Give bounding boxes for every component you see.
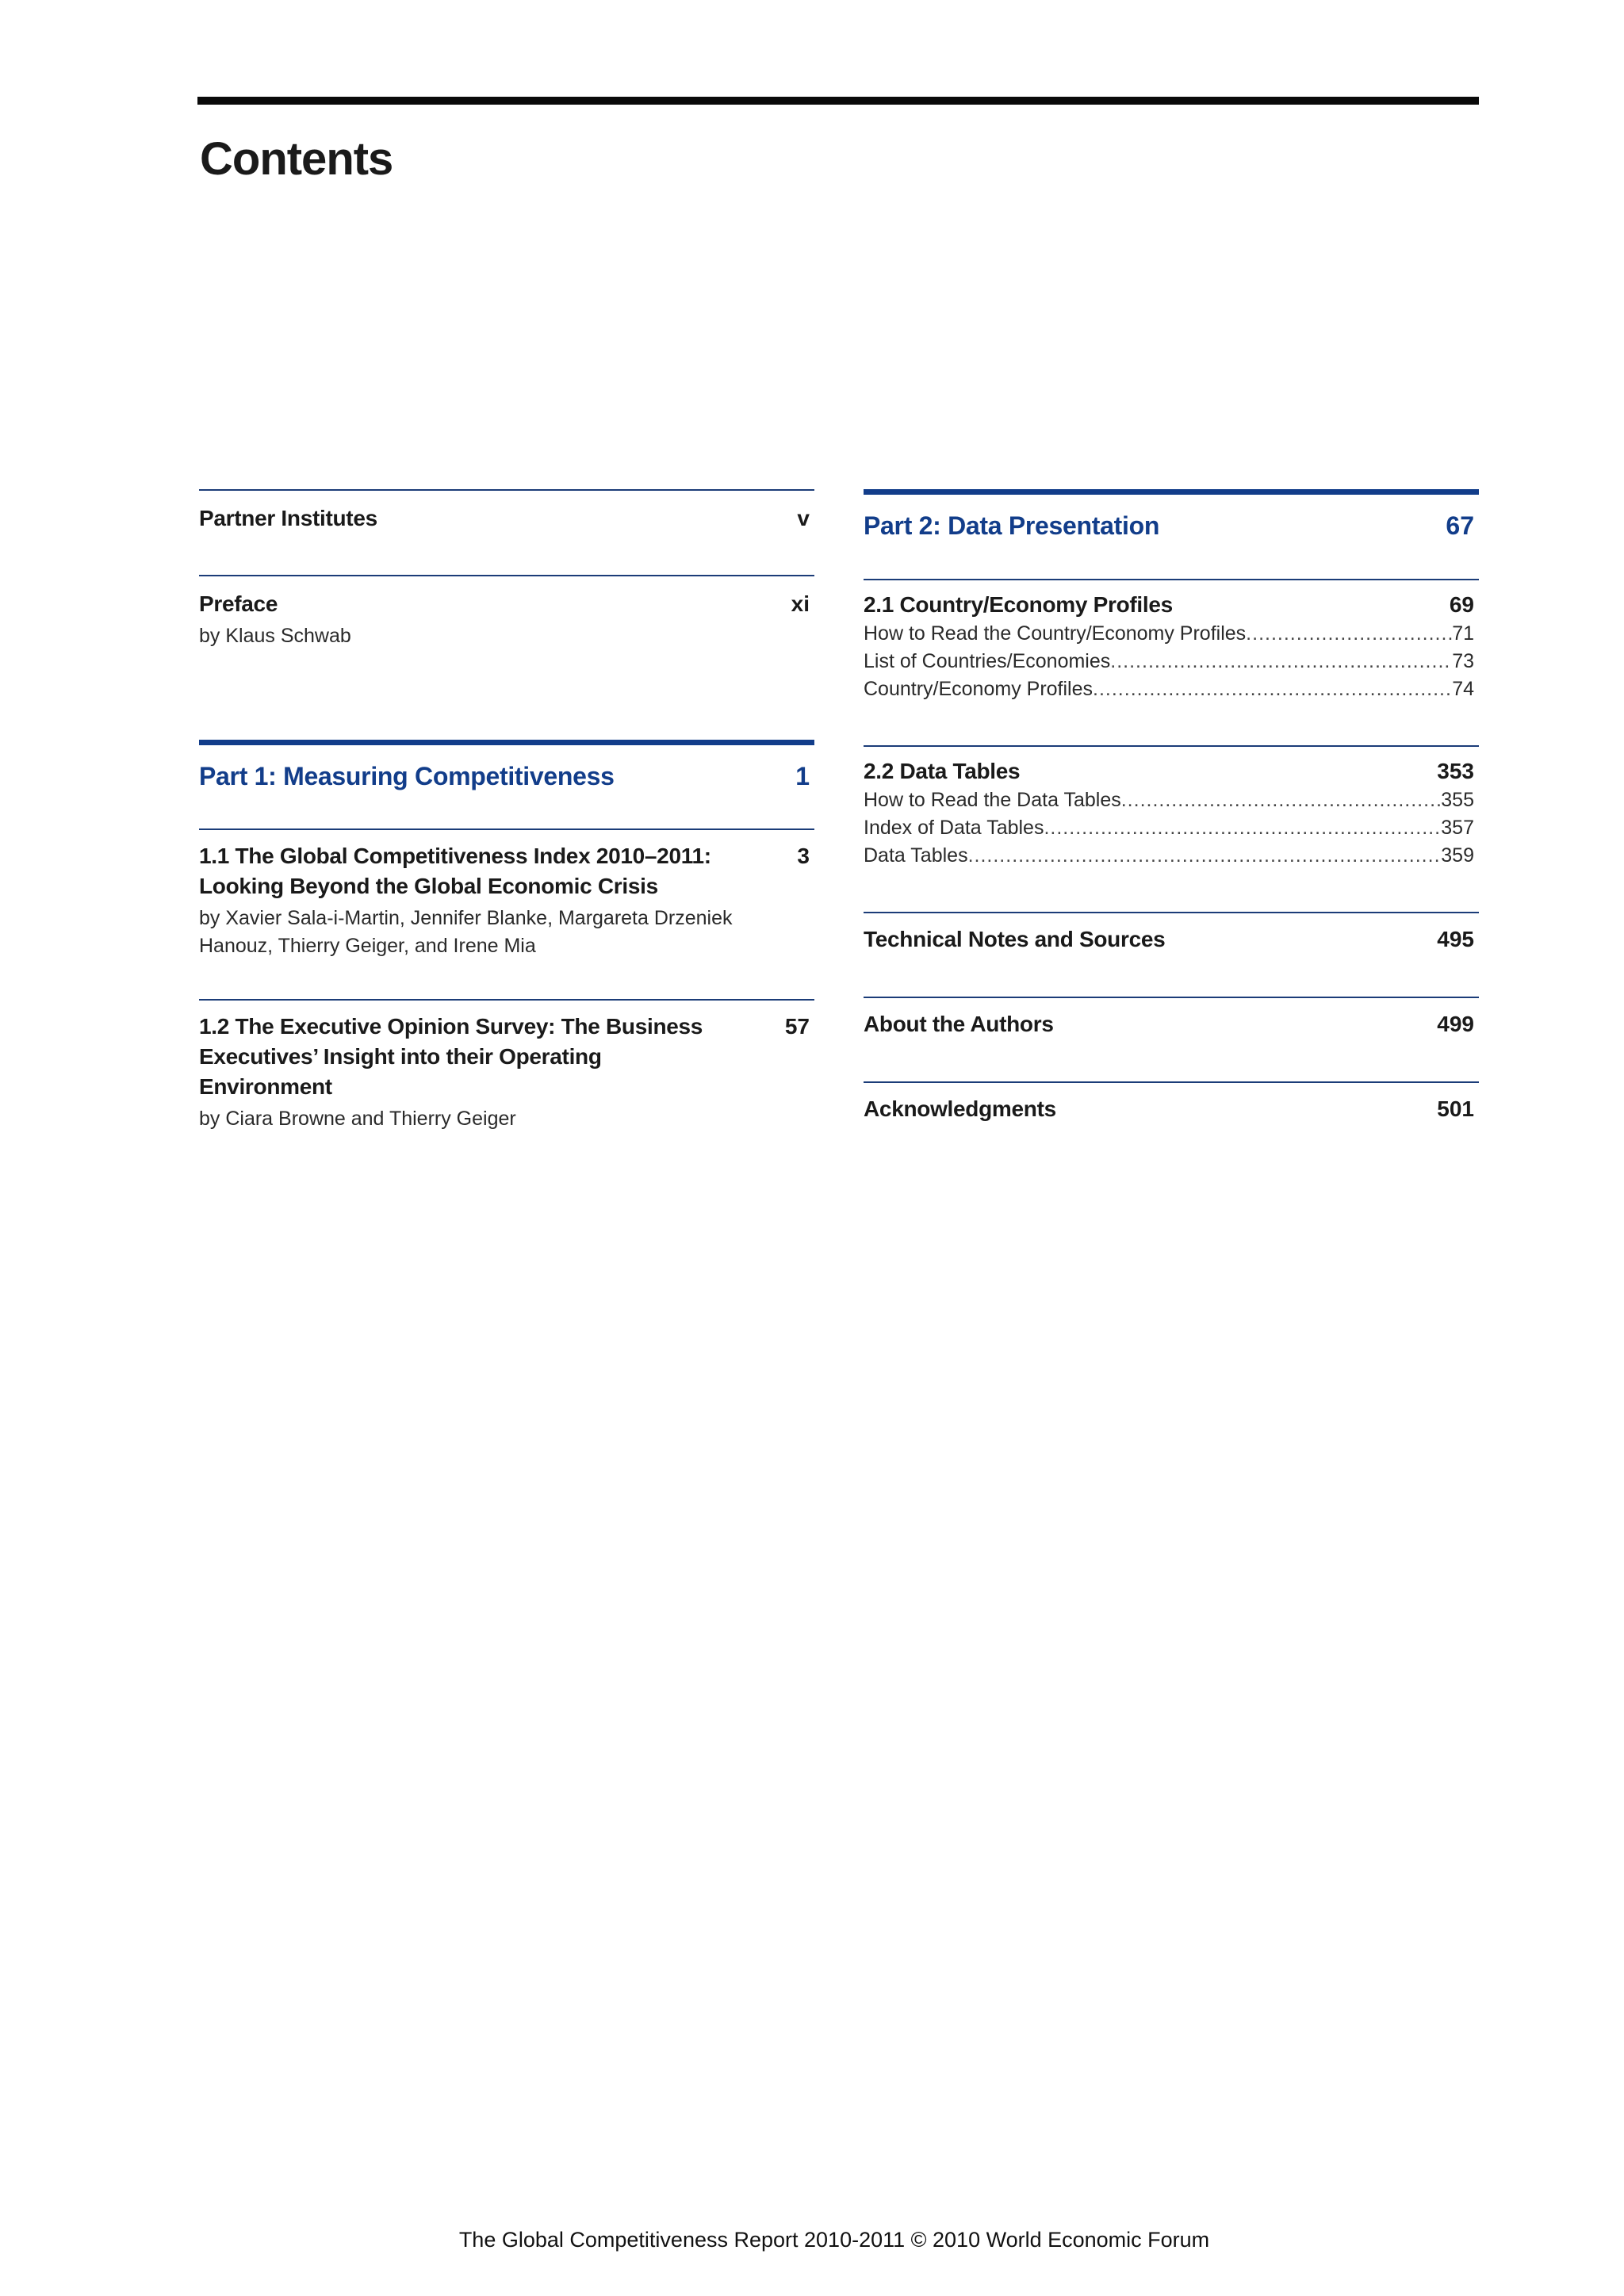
entry-page: 57 — [784, 1014, 810, 1039]
sub-item-label[interactable]: Index of Data Tables — [864, 817, 1044, 839]
sub-item-label[interactable]: Data Tables — [864, 844, 968, 867]
dot-leader — [1044, 814, 1441, 842]
page-title: Contents — [200, 133, 393, 185]
part-title[interactable]: Part 2: Data Presentation — [864, 511, 1160, 540]
dot-leader — [1246, 620, 1452, 648]
entry-byline: by Xavier Sala-i-Martin, Jennifer Blanke, Margareta Drzeniek Hanouz, Thierry Geiger, and Irene Mia — [199, 907, 733, 957]
entry-page: 495 — [1437, 927, 1474, 951]
entry-title[interactable]: 1.2 The Executive Opinion Survey: The Business Executives’ Insight into their Operating Environment — [199, 1014, 703, 1099]
entry-title[interactable]: Preface — [199, 591, 278, 616]
part-title[interactable]: Part 1: Measuring Competitiveness — [199, 762, 615, 790]
sub-item-country-profiles[interactable] — [864, 675, 1479, 703]
entry-page: 3 — [797, 844, 810, 868]
toc-entry-technical-notes[interactable] — [864, 912, 1479, 997]
entry-title[interactable]: About the Authors — [864, 1012, 1054, 1036]
part-page: 1 — [795, 762, 810, 790]
toc-entry-partner-institutes[interactable] — [199, 489, 814, 575]
sub-item-page: 74 — [1452, 678, 1474, 700]
sub-item-label[interactable]: List of Countries/Economies — [864, 650, 1111, 672]
entry-page: 499 — [1437, 1012, 1474, 1036]
toc-entry-chapter-2-2[interactable] — [864, 745, 1479, 912]
sub-item-index-of-tables[interactable] — [864, 814, 1479, 842]
entry-title[interactable]: Acknowledgments — [864, 1096, 1056, 1121]
entry-title[interactable]: 1.1 The Global Competitiveness Index 2010–2011: Looking Beyond the Global Economic Crisis — [199, 844, 711, 898]
dot-leader — [1121, 786, 1442, 814]
toc-entry-chapter-1-2[interactable] — [199, 999, 814, 1130]
dot-leader — [1110, 648, 1452, 675]
sub-item-data-tables[interactable] — [864, 842, 1479, 870]
entry-page: 353 — [1437, 759, 1474, 783]
sub-item-how-to-read-tables[interactable] — [864, 786, 1479, 814]
sub-item-page: 73 — [1452, 650, 1474, 672]
toc-right-column — [864, 489, 1479, 1161]
part-page: 67 — [1446, 511, 1474, 540]
dot-leader — [968, 842, 1442, 870]
toc-entry-about-authors[interactable] — [864, 997, 1479, 1081]
toc-entry-acknowledgments[interactable] — [864, 1081, 1479, 1161]
toc-entry-part-1[interactable] — [199, 740, 814, 828]
toc-entry-part-2[interactable] — [864, 489, 1479, 579]
page-footer: The Global Competitiveness Report 2010-2011 © 2010 World Economic Forum — [458, 2228, 1210, 2252]
sub-item-page: 355 — [1441, 789, 1474, 811]
sub-item-page: 359 — [1441, 844, 1474, 867]
toc-entry-chapter-2-1[interactable] — [864, 579, 1479, 745]
entry-title[interactable]: Partner Institutes — [199, 506, 377, 530]
sub-item-label[interactable]: Country/Economy Profiles — [864, 678, 1094, 700]
entry-page: 69 — [1449, 592, 1474, 617]
toc-entry-chapter-1-1[interactable] — [199, 828, 814, 999]
toc-left-column — [199, 489, 814, 1130]
entry-title[interactable]: Technical Notes and Sources — [864, 927, 1166, 951]
sub-item-list-of-countries[interactable] — [864, 648, 1479, 675]
dot-leader — [1093, 675, 1452, 703]
sub-item-label[interactable]: How to Read the Data Tables — [864, 789, 1121, 811]
sub-item-page: 357 — [1441, 817, 1474, 839]
entry-title[interactable]: 2.2 Data Tables — [864, 759, 1021, 783]
entry-byline: by Ciara Browne and Thierry Geiger — [199, 1108, 516, 1130]
toc-entry-preface[interactable] — [199, 575, 814, 740]
entry-page: v — [797, 506, 810, 530]
sub-item-how-to-read-profiles[interactable] — [864, 620, 1479, 648]
sub-item-page: 71 — [1452, 622, 1474, 645]
sub-item-label[interactable]: How to Read the Country/Economy Profiles — [864, 622, 1247, 645]
entry-title[interactable]: 2.1 Country/Economy Profiles — [864, 592, 1173, 617]
entry-page: 501 — [1437, 1096, 1474, 1121]
entry-page: xi — [791, 591, 810, 616]
top-rule — [197, 97, 1479, 105]
entry-byline: by Klaus Schwab — [199, 625, 351, 647]
